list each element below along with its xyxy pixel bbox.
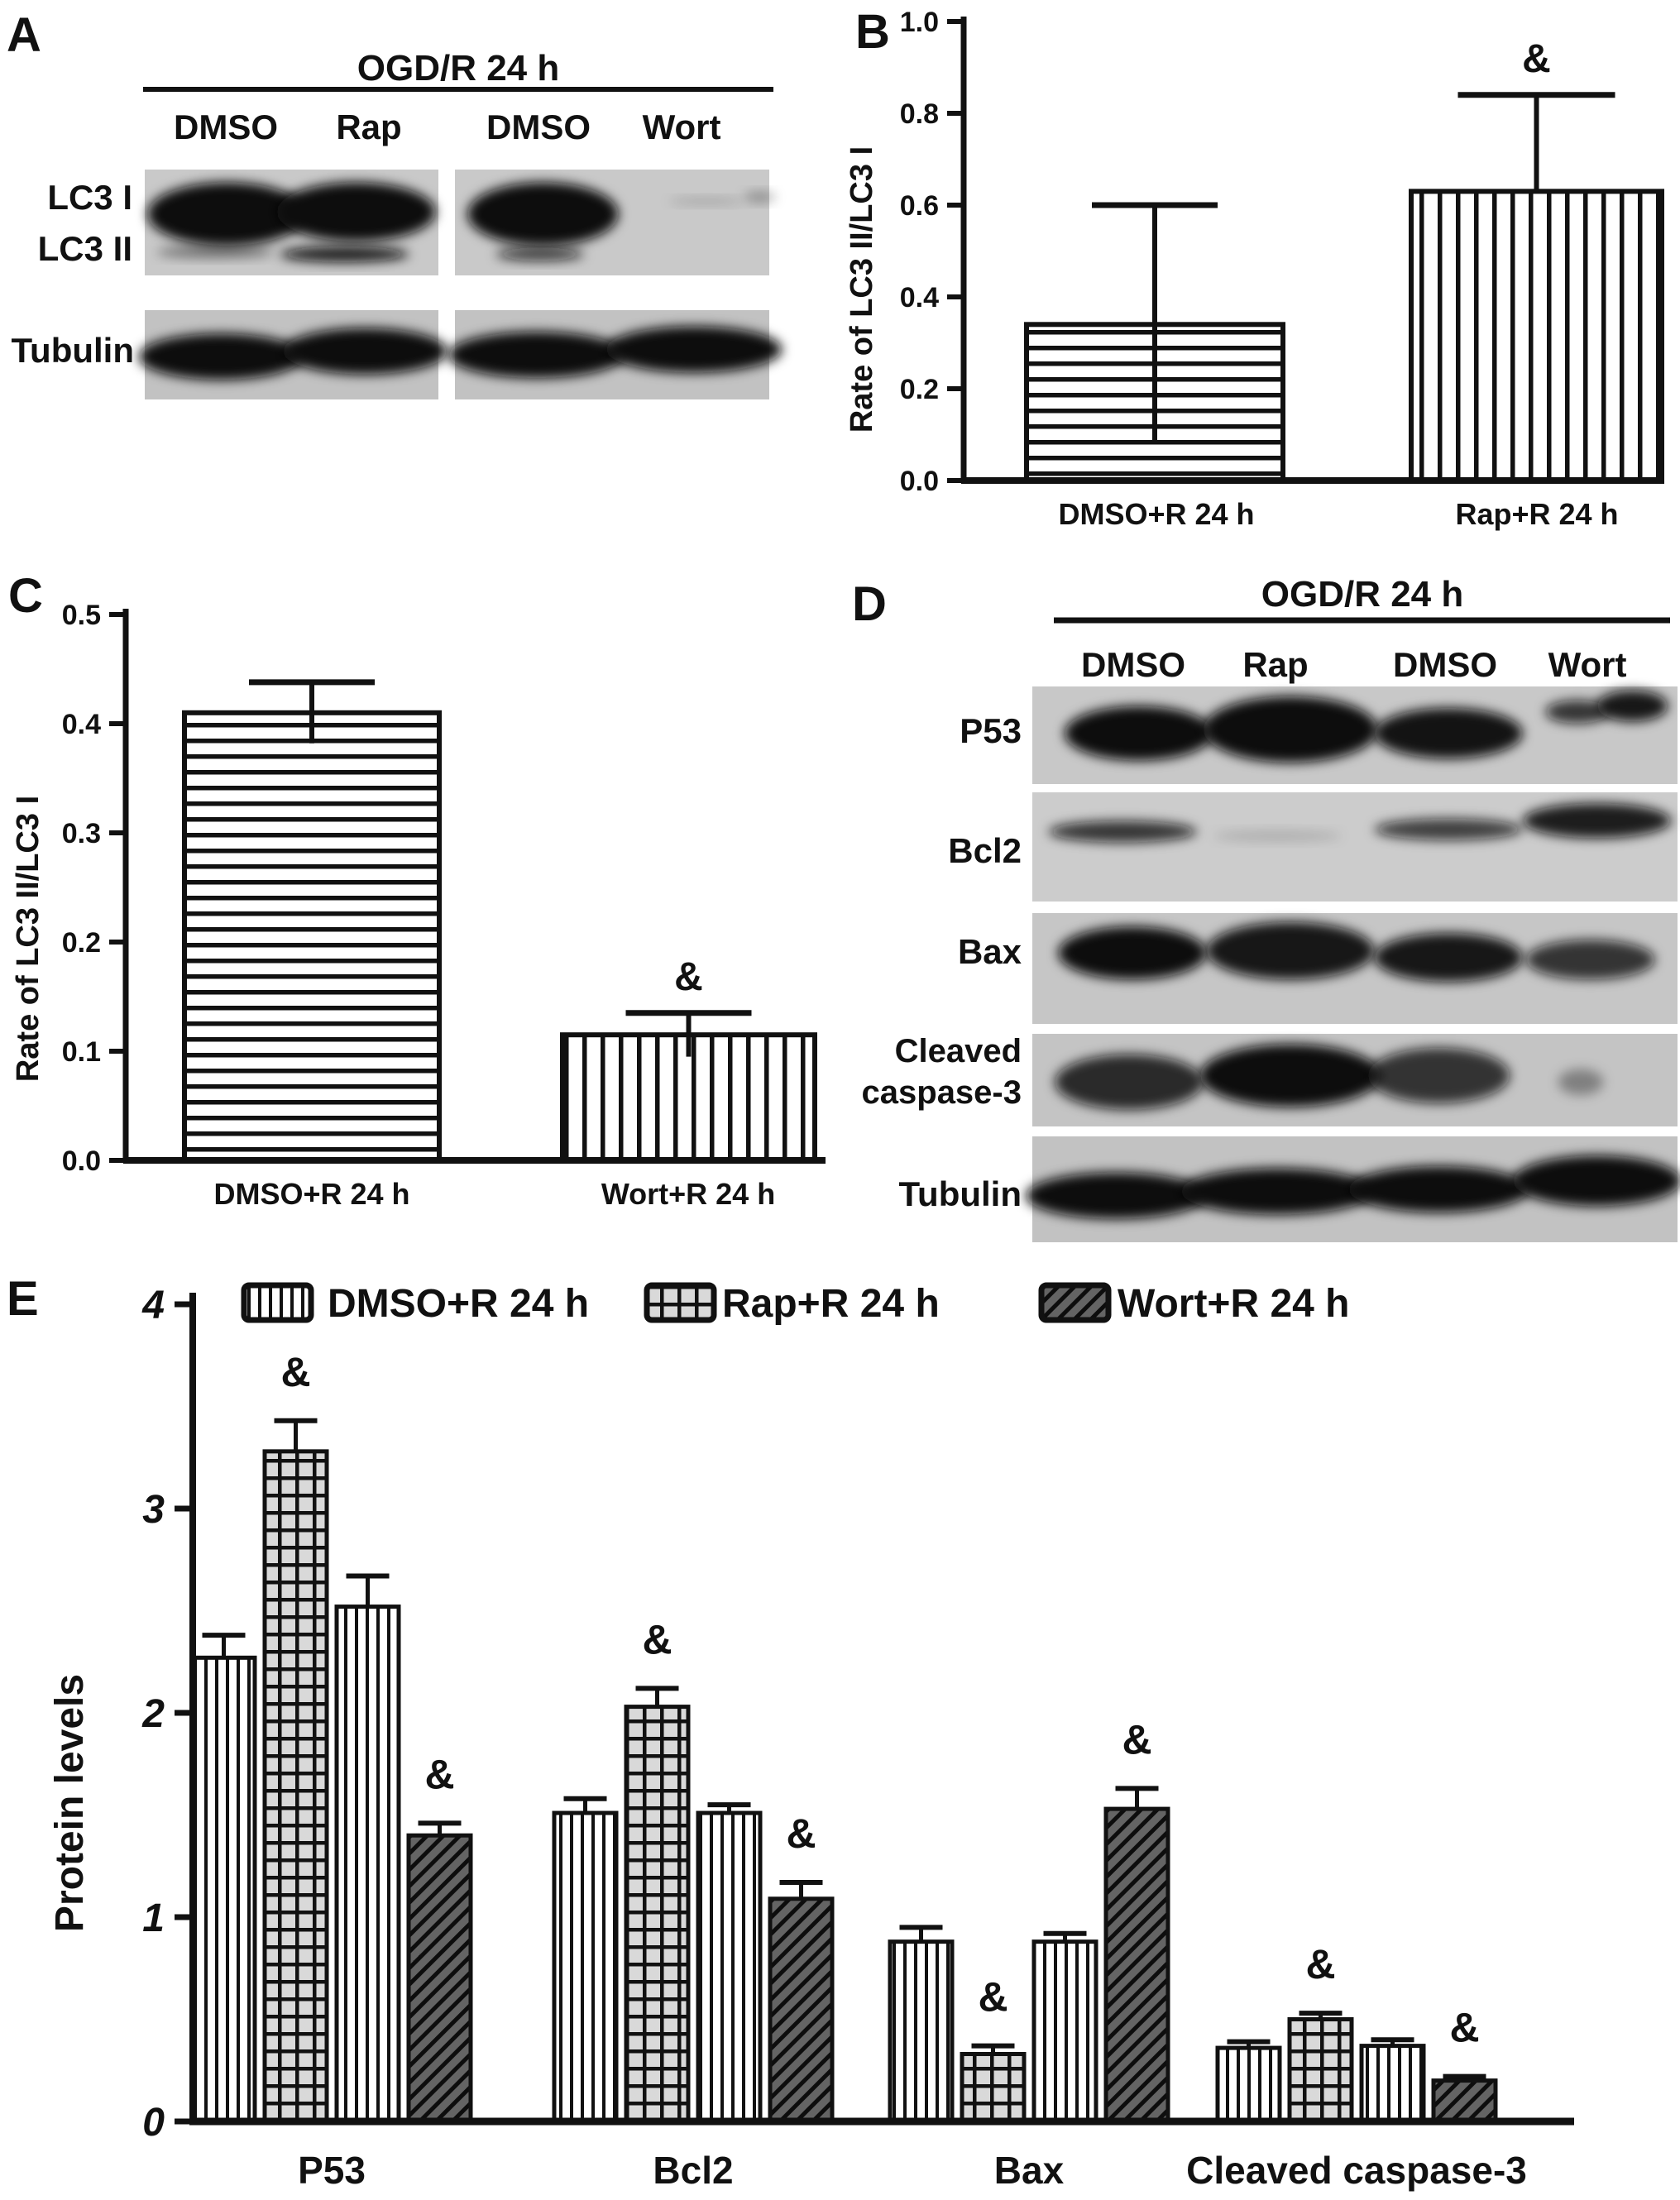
- protein-band-wort: [1526, 940, 1655, 979]
- protein-band-rap: [277, 182, 436, 242]
- bar-P53-DMSO+R 24 h: [193, 1657, 255, 2121]
- legend-label: DMSO+R 24 h: [328, 1282, 590, 1326]
- panel-d-treatment-header: OGD/R 24 h: [1261, 574, 1464, 615]
- y-tick-label: 0.4: [61, 709, 101, 740]
- panel-a-lane-label: Wort: [642, 108, 721, 146]
- bar-P53-Wort+R 24 h: [409, 1835, 471, 2121]
- y-tick-label: 1: [142, 1896, 165, 1940]
- y-tick-label: 0: [142, 2101, 165, 2145]
- panel-d-row-label-tubulin: Tubulin: [898, 1174, 1022, 1213]
- y-tick-label: 0.0: [899, 466, 939, 497]
- blot-strip-bcl2-strip: [1032, 792, 1678, 902]
- chart-c-layer: [62, 600, 826, 1211]
- significance-label: &: [280, 1348, 311, 1395]
- bar-Bax-DMSO+R 24 h: [1034, 1942, 1096, 2121]
- protein-band-dmso: [1049, 820, 1197, 842]
- panel-d-row-label-bax: Bax: [957, 932, 1022, 971]
- protein-band-dmso: [1055, 1055, 1203, 1110]
- blot-strip-cleaved-caspase3-strip: [1032, 1034, 1678, 1126]
- y-tick-label: 0.8: [899, 98, 939, 130]
- protein-band-wort: [668, 198, 744, 205]
- blot-strip-lc3-strip-dmso-rap: [145, 170, 438, 275]
- blot-strip-lc3-strip-dmso-wort: [455, 170, 776, 275]
- panel-d-lane-label: Rap: [1242, 645, 1309, 684]
- chart-e-layer: [141, 1282, 1574, 2192]
- bar-Bcl2-DMSO+R 24 h: [698, 1813, 760, 2121]
- bar-Cleaved caspase-3-DMSO+R 24 h: [1218, 2048, 1280, 2121]
- protein-band-dmso: [495, 247, 583, 261]
- y-tick-label: 0.0: [61, 1145, 101, 1177]
- bar-Cleaved caspase-3-Rap+R 24 h: [1290, 2020, 1352, 2122]
- panel-e-letter: E: [7, 1272, 39, 1326]
- blot-strip-tubulin-strip-dmso-wort: [448, 310, 782, 399]
- y-tick-label: 0.5: [61, 600, 101, 631]
- panel-d-letter: D: [852, 577, 887, 631]
- category-label: Cleaved caspase-3: [1186, 2149, 1527, 2192]
- panel-b-letter: B: [855, 5, 890, 59]
- significance-label: &: [1449, 2004, 1480, 2051]
- bar-DMSO+R 24 h: [184, 713, 439, 1160]
- panel-a-treatment-header: OGD/R 24 h: [357, 48, 560, 88]
- panel-c-letter: C: [8, 569, 43, 623]
- panel-b-y-axis-title: Rate of LC3 II/LC3 I: [845, 146, 879, 433]
- protein-band-rap: [1200, 1044, 1381, 1107]
- y-tick-label: 0.6: [899, 190, 939, 222]
- blot-strip-bax-strip: [1032, 913, 1678, 1024]
- protein-band-dmso: [1348, 1166, 1529, 1212]
- category-label: Wort+R 24 h: [601, 1177, 776, 1211]
- panel-d-row-label-bcl2: Bcl2: [948, 831, 1022, 870]
- significance-label: &: [978, 1973, 1008, 2021]
- panel-d-row-label-caspase3: caspase-3: [861, 1074, 1022, 1111]
- protein-band-dmso: [1374, 933, 1522, 982]
- protein-band-dmso: [1368, 1048, 1510, 1103]
- panel-a-row-label-lc3-ii: LC3 II: [37, 229, 132, 268]
- significance-label: &: [642, 1616, 672, 1663]
- significance-label: &: [424, 1751, 455, 1798]
- category-label: Rap+R 24 h: [1455, 497, 1619, 531]
- bar-Cleaved caspase-3-Wort+R 24 h: [1434, 2081, 1496, 2121]
- panel-d-lane-label: DMSO: [1081, 645, 1185, 684]
- panel-d-lane-label: DMSO: [1393, 645, 1497, 684]
- category-label: Bcl2: [653, 2149, 734, 2192]
- y-tick-label: 1.0: [899, 7, 939, 38]
- bar-Bcl2-Wort+R 24 h: [770, 1899, 832, 2121]
- blot-strip-tubulin-strip: [1026, 1136, 1680, 1242]
- y-tick-label: 0.2: [899, 374, 939, 405]
- panel-e-y-axis-title: Protein levels: [48, 1673, 92, 1933]
- panel-a-lane-label: DMSO: [174, 108, 278, 146]
- protein-band-dmso: [1374, 708, 1522, 758]
- protein-band-dmso: [139, 333, 304, 380]
- bar-Bax-Rap+R 24 h: [962, 2054, 1024, 2121]
- bar-Rap+R 24 h: [1411, 191, 1662, 481]
- y-tick-label: 0.1: [61, 1036, 101, 1068]
- protein-band-wort: [1513, 1155, 1680, 1206]
- significance-label: &: [1305, 1941, 1336, 1988]
- legend-swatch-Rap+R 24 h: [647, 1285, 714, 1320]
- y-tick-label: 0.3: [61, 818, 101, 849]
- protein-band-dmso: [467, 182, 618, 246]
- category-label: DMSO+R 24 h: [1058, 497, 1255, 531]
- y-tick-label: 0.2: [61, 927, 101, 959]
- protein-band-wort: [1558, 1069, 1604, 1095]
- bar-Bcl2-DMSO+R 24 h: [554, 1813, 616, 2121]
- protein-band-rap: [1204, 696, 1378, 763]
- protein-band-rap: [1213, 830, 1342, 841]
- protein-band-wort: [605, 326, 782, 372]
- panel-a-row-label-tubulin: Tubulin: [11, 331, 134, 370]
- significance-label: &: [786, 1810, 816, 1858]
- legend-label: Wort+R 24 h: [1118, 1282, 1350, 1326]
- protein-band-rap: [280, 246, 409, 262]
- bar-Cleaved caspase-3-DMSO+R 24 h: [1362, 2046, 1424, 2121]
- panel-d-lane-label: Wort: [1548, 645, 1627, 684]
- protein-band-dmso: [1026, 1173, 1206, 1219]
- protein-band-wort: [1523, 803, 1671, 838]
- category-label: P53: [298, 2149, 366, 2192]
- legend-swatch-Wort+R 24 h: [1041, 1285, 1108, 1320]
- protein-band-rap: [1207, 922, 1375, 980]
- protein-band-dmso: [1065, 706, 1213, 761]
- panel-d-row-label-p53: P53: [960, 711, 1022, 750]
- panel-d-row-label-cleaved: Cleaved: [894, 1033, 1022, 1069]
- protein-band-dmso: [156, 246, 274, 258]
- bar-Bax-Wort+R 24 h: [1106, 1809, 1168, 2121]
- y-tick-label: 2: [142, 1692, 165, 1736]
- bar-Bax-DMSO+R 24 h: [890, 1942, 952, 2121]
- protein-band-wort: [1597, 691, 1668, 722]
- protein-band-rap: [1180, 1168, 1374, 1214]
- panel-a-row-label-lc3-i: LC3 I: [47, 178, 132, 217]
- panel-a-letter: A: [7, 8, 41, 62]
- protein-band-dmso: [1058, 926, 1206, 979]
- protein-band-rap: [283, 328, 448, 375]
- panel-c-y-axis-title: Rate of LC3 II/LC3 I: [11, 795, 45, 1083]
- y-tick-label: 3: [142, 1488, 165, 1532]
- protein-band-wort: [744, 192, 776, 203]
- category-label: DMSO+R 24 h: [213, 1177, 410, 1211]
- category-label: Bax: [993, 2149, 1065, 2192]
- legend-swatch-DMSO+R 24 h: [244, 1285, 311, 1320]
- legend-label: Rap+R 24 h: [722, 1282, 940, 1326]
- significance-label: &: [674, 954, 703, 999]
- y-tick-label: 4: [142, 1284, 165, 1327]
- panel-a-lane-label: Rap: [336, 108, 402, 146]
- bar-P53-DMSO+R 24 h: [337, 1607, 399, 2121]
- bar-Bcl2-Rap+R 24 h: [626, 1707, 688, 2121]
- protein-band-dmso: [448, 332, 625, 378]
- blot-strip-p53-strip: [1032, 686, 1678, 784]
- significance-label: &: [1522, 36, 1551, 81]
- significance-label: &: [1122, 1716, 1152, 1763]
- panel-a-lane-label: DMSO: [486, 108, 591, 146]
- y-tick-label: 0.4: [899, 282, 939, 313]
- protein-band-dmso: [1374, 819, 1522, 840]
- chart-b-layer: [900, 7, 1664, 531]
- blot-strip-tubulin-strip-dmso-rap: [139, 310, 448, 399]
- bar-P53-Rap+R 24 h: [265, 1452, 327, 2121]
